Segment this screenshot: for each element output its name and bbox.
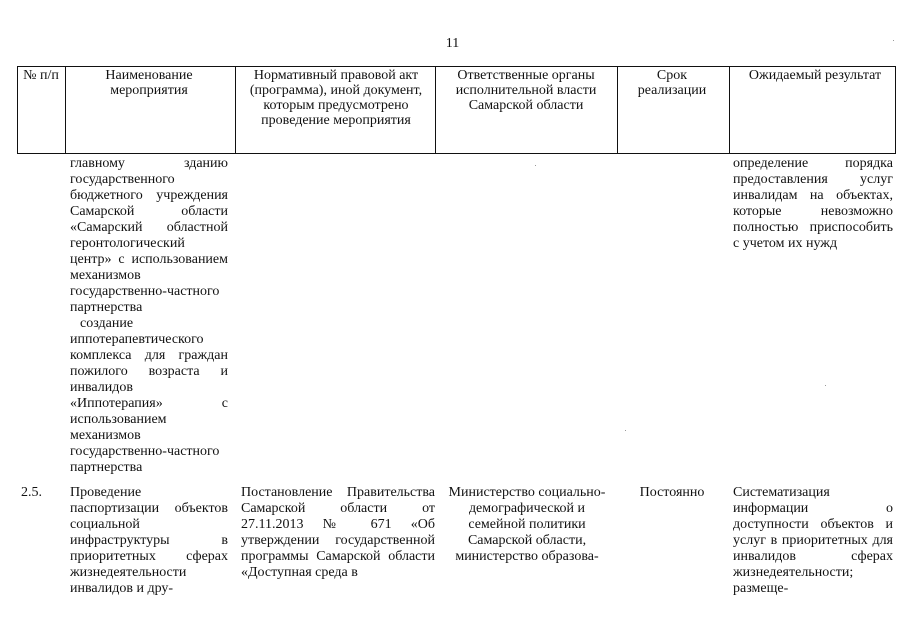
column-divider	[617, 67, 618, 153]
table-header	[17, 66, 896, 154]
scan-speck	[893, 40, 894, 41]
header-num: № п/п	[23, 68, 59, 83]
header-act: Нормативный правовой акт (программа), иной документ, которым предусмотрено проведение мероприятия	[249, 68, 423, 128]
continued-expected-result: определение порядка предоставления услуг инвалидам на объектах, которые невозможно полностью приспособить с учетом их нужд	[733, 156, 893, 251]
header-name: Наименование мероприятия	[105, 68, 193, 98]
column-divider	[65, 67, 66, 153]
scan-speck	[625, 430, 626, 431]
activity-paragraph: создание иппотерапевтического комплекса для граждан пожилого возраста и инвалидов «Иппотерапия» с использованием механизмов государственно-частного партнерства	[70, 316, 228, 475]
continued-activity-name	[70, 156, 228, 476]
row-number: 2.5.	[21, 485, 42, 500]
row-legal-act: Постановление Правительства Самарской области от 27.11.2013 № 671 «Об утверждении государственной программы Самарской области «Доступная среда в	[241, 485, 435, 580]
column-divider	[729, 67, 730, 153]
header-result: Ожидаемый результат	[748, 68, 882, 83]
row-responsible-bodies: Министерство социально-демографической и семейной политики Самарской области, министерство образова-	[448, 485, 606, 564]
row-activity-name: Проведение паспортизации объектов социальной инфраструктуры в приоритетных сферах жизнедеятельности инвалидов и дру-	[70, 485, 228, 596]
column-divider	[17, 67, 18, 153]
column-divider	[435, 67, 436, 153]
scan-speck	[825, 385, 826, 386]
row-term: Постоянно	[639, 485, 705, 500]
activity-paragraph: главному зданию государственного бюджетного учреждения Самарской области «Самарский областной геронтологический центр» с использованием механизмов государственно-частного партнерства	[70, 156, 228, 315]
scan-speck	[535, 165, 536, 166]
header-org: Ответственные органы исполнительной власти Самарской области	[455, 68, 597, 113]
header-term: Срок реализации	[637, 68, 707, 98]
row-expected-result: Систематизация информации о доступности объектов и услуг в приоритетных для инвалидов сферах жизнедеятельности; размеще-	[733, 485, 893, 596]
column-divider	[235, 67, 236, 153]
page-number: 11	[445, 36, 460, 51]
column-divider	[895, 67, 896, 153]
